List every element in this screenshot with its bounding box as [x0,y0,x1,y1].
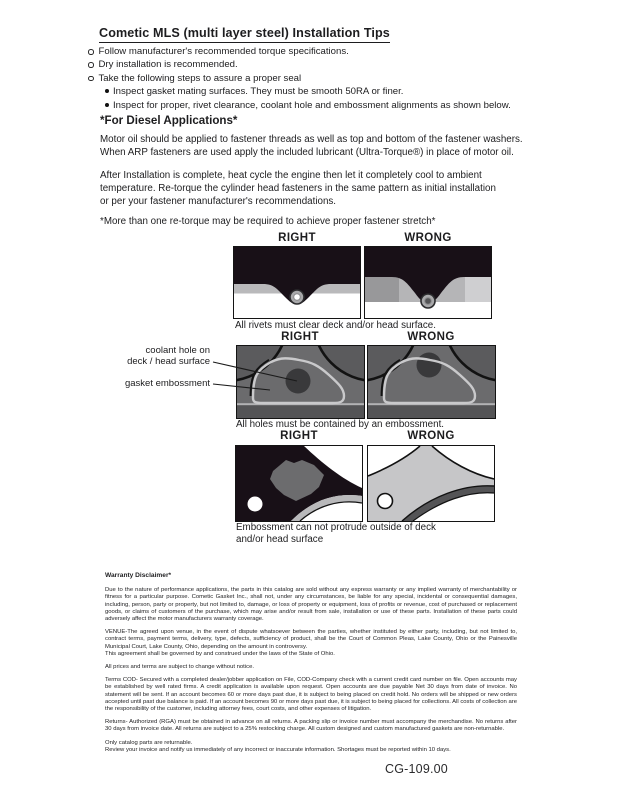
annotation-label: gasket embossment [124,378,210,390]
venue-paragraph: VENUE-The agreed upon venue, in the event of dispute whatsoever between the parties, whether instituted by either party, including, but not limited to, contract terms, payment terms, delivery, type, defects, sufficiency of product, shall be the Court of Common Pleas, Lake County, Ohio or the Painesville Municipal Court, Lake County, Ohio, depending on the amount in controversy. [105,629,517,650]
caption-line: and/or head surface [236,534,324,545]
set3-wrong-label: WRONG [407,430,455,442]
circle-bullet-icon [88,49,94,55]
tip-text: Dry installation is recommended. [98,59,238,71]
governing-law-line: This agreement shall be governed by and construed under the laws of the State of Ohio. [105,650,335,657]
set2-annotations [96,345,210,390]
tip-text: Inspect gasket mating surfaces. They must be smooth 50RA or finer. [113,86,404,98]
diesel-heading: *For Diesel Applications* [100,114,238,127]
circle-bullet-icon [88,76,94,82]
diagram-set1-right [233,246,361,319]
retorque-note: *More than one re-torque may be required to achieve proper fastener stretch* [100,216,436,227]
lower-band [237,405,364,419]
caption-line: Embossment can not protrude outside of deck [236,522,436,533]
dot-bullet-icon [105,103,109,107]
set2-right-label: RIGHT [281,331,319,343]
bolt-hole [378,494,393,509]
diesel-paragraph-2 [100,169,532,208]
rivet-center [425,298,432,305]
tip-text: Inspect for proper, rivet clearance, coolant hole and embossment alignments as shown below. [113,99,511,111]
set1-caption: All rivets must clear deck and/or head surface. [235,320,436,331]
warranty-paragraph: Due to the nature of performance applications, the parts in this catalog are sold without any express warranty or any implied warranty of merchantability or fitness for a particular purpose. Cometic Gasket Inc., shall not, under any circumstances, be liable for any special, incidental or consequential damages, including, person, party or property, but not limited to, damage, or loss of property or equipment, loss of profits or revenue, cost of purchased or replacement goods, or claims of customers of the purchase, which may arise and/or result from sale, installation or use of these parts. Installation of these parts could adversely affect the motor manufacturers warranty coverage. [105,587,517,623]
terms-cod-paragraph: Terms COD- Secured with a completed dealer/jobber application on File, COD-Company check with a current credit card number on file. Open accounts may be established by well rated firms. A credit application is available upon request. Open accounts are due payable Net 30 days from date of invoice. No statement will be sent. If an account becomes 60 or more days past due, it is subject to being placed on credit hold. No orders will be shipped or new orders accepted until past due balance is paid. If an account becomes 90 or more days past due, it is subject to being placed for collections. All costs of collection are the responsibility of the customer, including attorney fees, court costs, and other expenses of litigation. [105,677,517,713]
annotation-label: coolant hole on [145,345,210,356]
set1-wrong-label: WRONG [404,232,452,244]
dot-bullet-icon [105,89,109,93]
tip-text: Take the following steps to assure a proper seal [98,72,302,84]
circle-bullet-icon [88,62,94,68]
list-item [88,58,528,71]
tips-list [88,45,528,112]
diesel-paragraph-1 [100,133,532,159]
rivet-center [294,294,301,301]
set2-caption: All holes must be contained by an embossment. [236,419,445,430]
coolant-hole [286,369,311,394]
annotation-label: deck / head surface [127,356,210,368]
set3-right-label: RIGHT [280,430,318,442]
tip-text: Follow manufacturer's recommended torque specifications. [98,46,349,57]
set3-caption [236,522,436,546]
diagram-set1-wrong [364,246,492,319]
diagram-set2-right [236,345,365,419]
set2-wrong-label: WRONG [407,331,455,343]
list-item [105,99,528,112]
list-item [88,72,528,85]
bolt-hole [248,497,263,512]
list-item [105,85,528,98]
returns-paragraph: Returns- Authorized (RGA) must be obtained in advance on all returns. A packing slip or invoice number must accompany the merchandise. No returns after 30 days from invoice date. All returns are subject to a 25% restocking charge. All custom designed and custom manufactured gaskets are non-returnable. [105,719,517,733]
diagram-set3-wrong [367,445,495,522]
paragraph-line: or per your fastener manufacturer's recommendations. [100,196,337,207]
warranty-heading: Warranty Disclaimer* [105,572,172,579]
lower-band [368,405,495,419]
coolant-hole [417,353,442,378]
paragraph-line: When ARP fasteners are used apply the included lubricant (Ultra-Torque®) in place of motor oil. [100,147,514,158]
diagram-set2-wrong [367,345,496,419]
warranty-disclaimer [105,572,517,754]
set1-right-label: RIGHT [278,232,316,244]
paragraph-line: temperature. Re-torque the cylinder head fasteners in the same pattern as initial installation [100,183,496,194]
paragraph-line: Motor oil should be applied to fastener threads as well as top and bottom of the fastener washers. [100,134,523,145]
list-item [88,45,528,58]
diagram-set3-right [235,445,363,522]
catalog-parts-line: Only catalog parts are returnable. [105,739,193,746]
review-invoice-line: Review your invoice and notify us immediately of any incorrect or inaccurate information. Shortages must be reported within 10 days. [105,746,451,753]
page-code: CG-109.00 [385,762,448,776]
prices-line: All prices and terms are subject to change without notice. [105,664,254,671]
page-title: Cometic MLS (multi layer steel) Installation Tips [99,26,390,43]
paragraph-line: After Installation is complete, heat cycle the engine then let it completely cool to ambient [100,170,482,181]
